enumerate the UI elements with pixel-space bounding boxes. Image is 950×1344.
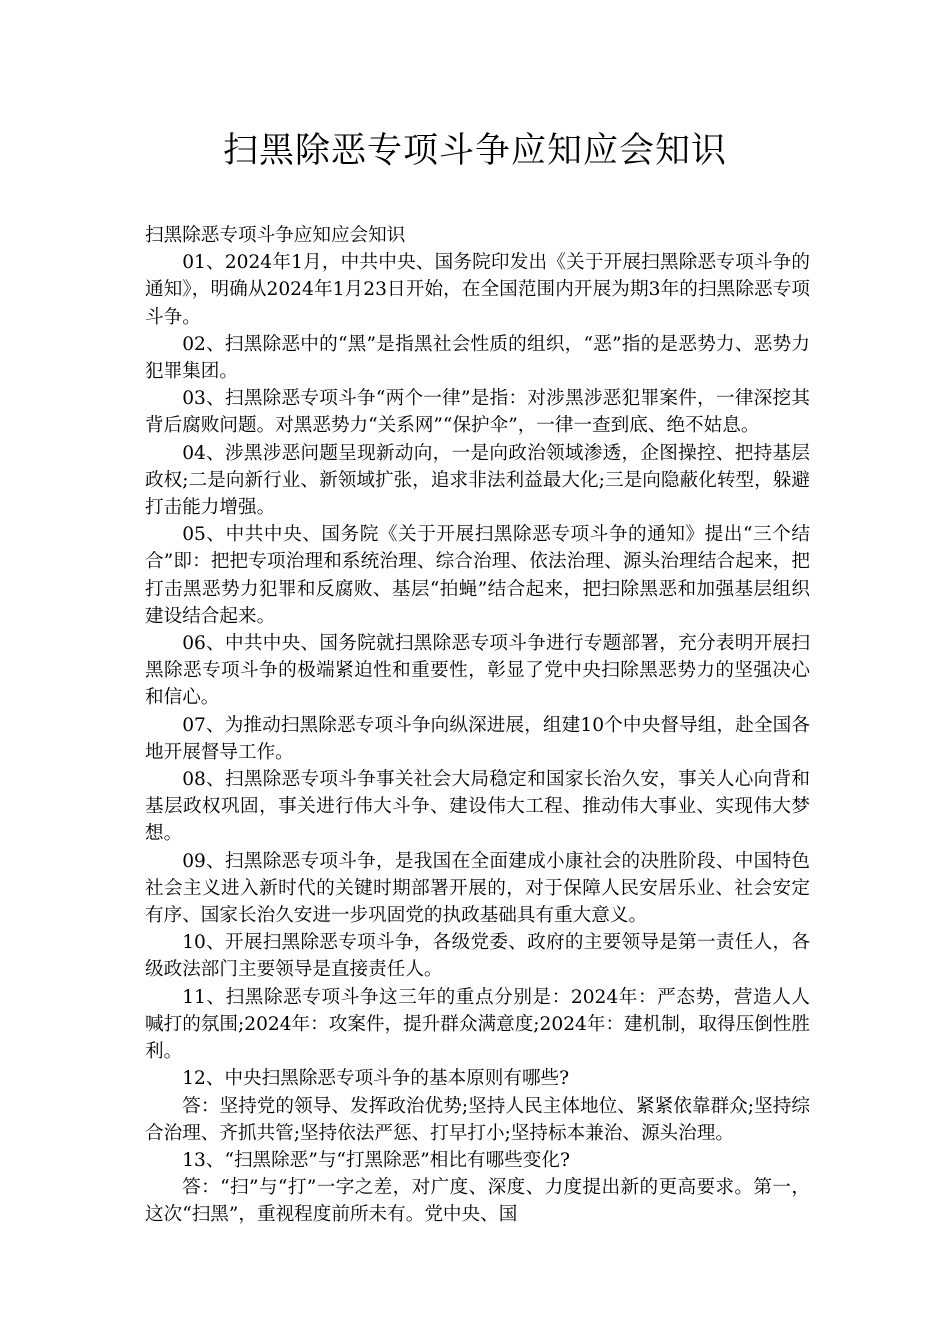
- paragraph: 06、中共中央、国务院就扫黑除恶专项斗争进行专题部署，充分表明开展扫黑除恶专项斗争的极端紧迫性和重要性，彰显了党中央扫除黑恶势力的坚强决心和信心。: [145, 633, 810, 709]
- paragraph: 13、“扫黑除恶”与“打黑除恶”相比有哪些变化?: [182, 1149, 570, 1171]
- paragraph: 11、扫黑除恶专项斗争这三年的重点分别是：2024年：严态势，营造人人喊打的氛围;2024年：攻案件，提升群众满意度;2024年：建机制，取得压倒性胜利。: [145, 986, 810, 1063]
- paragraph: 答：坚持党的领导、发挥政治优势;坚持人民主体地位、紧紧依靠群众;坚持综合治理、齐抓共管;坚持依法严惩、打早打小;坚持标本兼治、源头治理。: [145, 1095, 810, 1144]
- paragraph: 01、2024年1月，中共中央、国务院印发出《关于开展扫黑除恶专项斗争的通知》，明确从2024年1月23日开始，在全国范围内开展为期3年的扫黑除恶专项斗争。: [145, 252, 810, 328]
- document-body: [145, 222, 810, 1229]
- document-title: 扫黑除恶专项斗争应知应会知识: [222, 131, 727, 171]
- paragraph: 04、涉黑涉恶问题呈现新动向，一是向政治领域渗透，企图操控、把持基层政权;二是向新行业、新领域扩张，追求非法利益最大化;三是向隐蔽化转型，躲避打击能力增强。: [145, 442, 810, 519]
- paragraph: 10、开展扫黑除恶专项斗争，各级党委、政府的主要领导是第一责任人，各级政法部门主要领导是直接责任人。: [145, 932, 810, 981]
- paragraph: 09、扫黑除恶专项斗争，是我国在全面建成小康社会的决胜阶段、中国特色社会主义进入新时代的关键时期部署开展的，对于保障人民安居乐业、社会安定有序、国家长治久安进一步巩固党的执政基础具有重大意义。: [145, 850, 810, 927]
- paragraph: 07、为推动扫黑除恶专项斗争向纵深进展，组建10个中央督导组，赴全国各地开展督导工作。: [145, 714, 810, 763]
- paragraph: 02、扫黑除恶中的“黑”是指黑社会性质的组织，“恶”指的是恶势力、恶势力犯罪集团。: [145, 333, 810, 383]
- paragraph: 05、中共中央、国务院《关于开展扫黑除恶专项斗争的通知》提出“三个结合”即：把把专项治理和系统治理、综合治理、依法治理、源头治理结合起来，把打击黑恶势力犯罪和反腐败、基层“拍蝇”结合起来，把扫除黑恶和加强基层组织建设结合起来。: [145, 524, 810, 627]
- paragraph: 12、中央扫黑除恶专项斗争的基本原则有哪些?: [182, 1068, 570, 1090]
- paragraph: 扫黑除恶专项斗争应知应会知识: [145, 225, 406, 246]
- paragraph: 答：“扫”与“打”一字之差，对广度、深度、力度提出新的更高要求。第一，这次“扫黑”，重视程度前所未有。党中央、国: [145, 1177, 810, 1226]
- paragraph: 03、扫黑除恶专项斗争“两个一律”是指：对涉黑涉恶犯罪案件，一律深挖其背后腐败问题。对黑恶势力“关系网”“保护伞”，一律一查到底、绝不姑息。: [145, 388, 810, 437]
- paragraph: 08、扫黑除恶专项斗争事关社会大局稳定和国家长治久安，事关人心向背和基层政权巩固，事关进行伟大斗争、建设伟大工程、推动伟大事业、实现伟大梦想。: [145, 769, 810, 845]
